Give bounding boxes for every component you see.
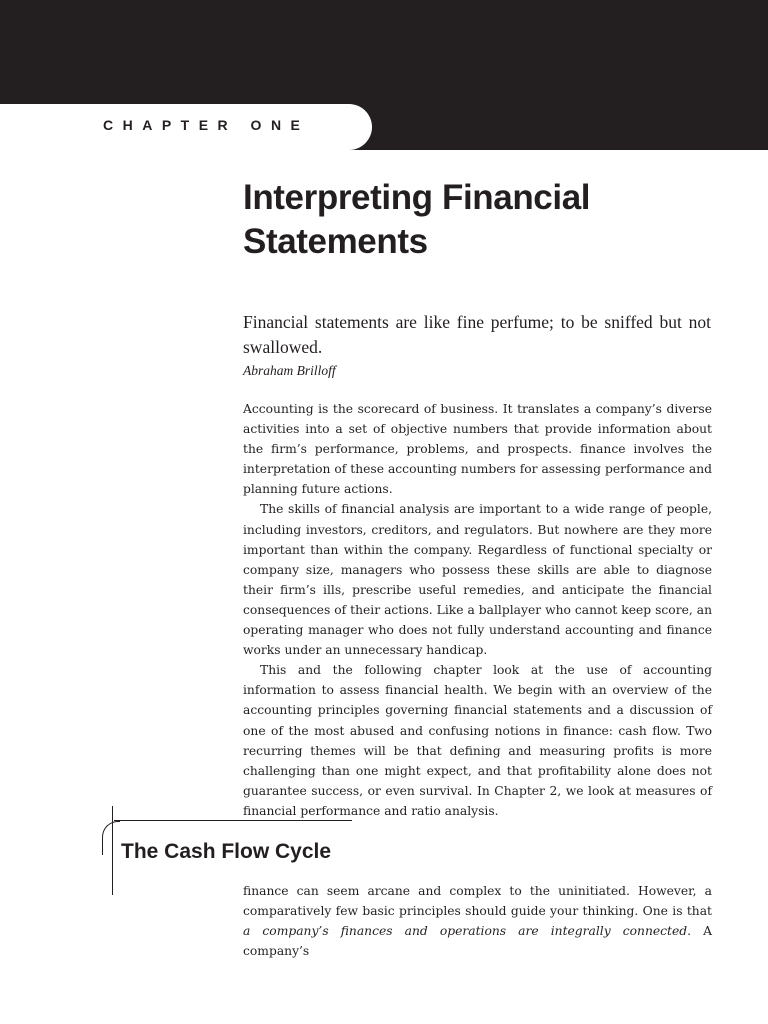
section-text-start: finance can seem arcane and complex to the uninitiated. However, a comparatively few basic principles should guide your thinking. One is that (243, 884, 712, 919)
section-text (243, 881, 712, 961)
section-curve-ornament (102, 821, 120, 855)
paragraph: Accounting is the scorecard of business. It translates a company’s diverse activities into a set of objective numbers that provide information about the firm’s performance, problems, and prospects. finance involves the interpretation of these accounting numbers for assessing performance and planning future actions. (243, 402, 712, 497)
section-text-end: . A company’s (243, 924, 712, 959)
section-text-emphasis: a company’s finances and operations are integrally connected (243, 924, 688, 939)
chapter-label: CHAPTER ONE (103, 117, 310, 133)
paragraph: This and the following chapter look at the use of accounting information to assess financial health. We begin with an overview of the accounting principles governing financial statements and a discussion of one of the most abused and confusing notions in finance: cash flow. Two recurring themes will be that defining and measuring profits is more challenging than one might expect, and that profitability alone does not guarantee success, or even survival. In Chapter 2, we look at measures of financial performance and ratio analysis. (243, 663, 712, 818)
section-rule (114, 820, 352, 821)
chapter-title: Interpreting Financial Statements (243, 178, 591, 261)
intro-text (243, 399, 712, 821)
epigraph-author: Abraham Brilloff (243, 363, 336, 378)
epigraph-quote: Financial statements are like fine perfume; to be sniffed but not swallowed. (243, 312, 711, 357)
section-heading: The Cash Flow Cycle (121, 840, 332, 863)
paragraph: The skills of financial analysis are important to a wide range of people, including investors, creditors, and regulators. But nowhere are they more important than within the company. Regardless of functional specialty or company size, managers who possess these skills are able to diagnose their firm’s ills, prescribe useful remedies, and anticipate the financial consequences of their actions. Like a ballplayer who cannot keep score, an operating manager who does not fully understand accounting and finance works under an unnecessary handicap. (243, 502, 712, 658)
paragraph (243, 881, 712, 961)
